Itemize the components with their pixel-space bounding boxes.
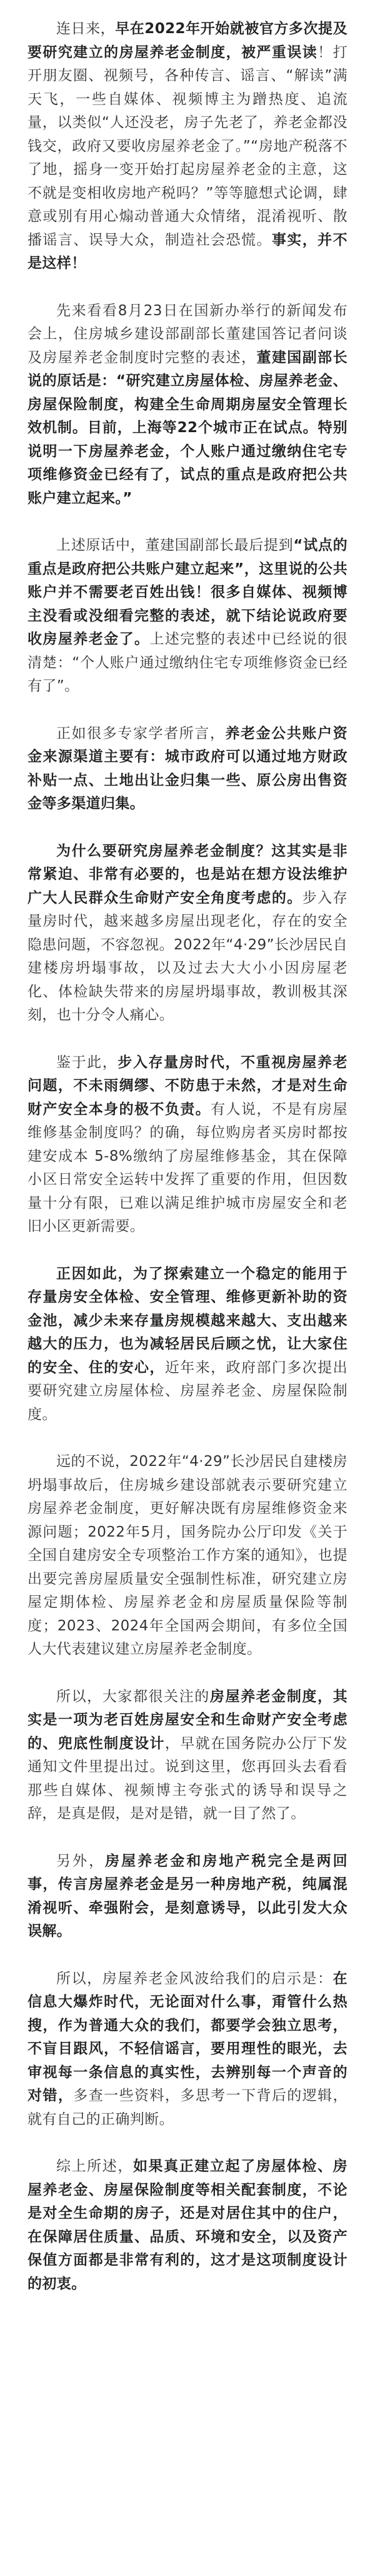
text-run: 上述原话中，董建国副部长最后提到 [56,537,294,553]
article-paragraph [28,1051,348,1239]
text-run: ！打开朋友圈、视频号，各种传言、谣言、“解读”满天飞，一些自媒体、视频博主为蹭热度、追流量，以类似“人还没老，房子先老了，养老金都没钱交，政府又要收房屋养老金了。”“房地产税落不了地，摇身一变开始打起房屋养老金的主意，这不就是变相收房地产税吗？”等等臆想式论调，肆意或别有用心煽动普通大众情绪，混淆视听、散播谣言、误导大众，制造社会恐慌。 [28,44,348,248]
text-run: 所以，房屋养老金风波给我们的启示是： [56,1970,333,1987]
text-run: 所以，大家都很关注的 [56,1688,210,1705]
text-run: 有人说，不是有房屋维修基金制度吗？的确，每位购房者买房时都按建安成本 5-8%缴纳了房屋维修基金，其在保障小区日常安全运转中发挥了重要的作用，但因数量十分有限，已难以满足维护城市房屋安全和老旧小区更新需要。 [28,1101,348,1235]
bold-text-run: 事实，并不是这样！ [28,231,348,271]
text-run: 先来看看8月23日在国新办举行的新闻发布会上，住房城乡建设部副部长董建国答记者问谈及房屋养老金制度时完整的表述， [28,302,348,366]
text-run: 鉴于此， [56,1054,118,1071]
article-paragraph [28,1967,348,2132]
text-run: 连日来， [56,21,116,37]
article-paragraph [28,18,348,276]
bold-text-run: 在信息大爆炸时代，无论面对什么事，甭管什么热搜，作为普通大众的我们，都要学会独立思考，不盲目跟风，不轻信谣言，要用理性的眼光，去审视每一条信息的真实性，去辨别每一个声音的对错， [28,1970,348,2104]
bold-text-run: 房屋养老金和房地产税完全是两回事，传言房屋养老金是另一种房地产税，纯属混淆视听、牵强附会，是刻意诱导，以此引发大众误解。 [28,1852,348,1939]
text-run: 步入存量房时代，越来越多房屋出现老化，存在的安全隐患问题，不容忽视。2022年“4·29”长沙居民自建楼房坍塌事故，以及过去大大小小因房屋老化、体检缺失带来的房屋坍塌事故，教训极其深刻，也十分令人痛心。 [28,889,348,1023]
article-paragraph [28,1850,348,1944]
text-run: 远的不说，2022年“4·29”长沙居民自建楼房坍塌事故后，住房城乡建设部就表示要研究建立房屋养老金制度，更好解决既有房屋维修资金来源问题；2022年5月，国务院办公厅印发《关于全国自建房安全专项整治工作方案的通知》，也提出要完善房屋质量安全强制性标准，研究建立房屋定期体检、房屋养老金和房屋质量保险等制度；2023、2024年全国两会期间，有多位全国人大代表建议建立房屋养老金制度。 [28,1453,348,1657]
text-run: 多查一些资料，多思考一下背后的逻辑，就有自己的正确判断。 [28,2088,348,2128]
bold-text-run: 如果真正建立起了房屋体检、房屋养老金、房屋保险制度等相关配套制度，不论是对全生命期的房子，还是对居住其中的住户，在保障居住质量、品质、环境和安全，以及资产保值方面都是非常有利的，这才是这项制度设计的初衷。 [28,2158,348,2292]
article-paragraph [28,840,348,1028]
text-run: 综上所述， [56,2158,133,2174]
bold-text-run: 步入存量房时代，不重视房屋养老问题，不未雨绸缪、不防患于未然，才是对生命财产安全本身的极不负责。 [28,1054,348,1118]
bold-text-run: 房屋养老金制度，其实是一项为老百姓房屋安全和生命财产安全考虑的、兜底性制度设计 [28,1688,348,1752]
bold-text-run: “试点的重点是政府把公共账户建立起来”，这里说的公共账户并不需要老百姓出钱！ [28,537,348,600]
bold-text-run: 早在2022年开始就被官方多次提及要研究建立的房屋养老金制度，被严重误读 [28,21,348,61]
bold-text-run: 养老金公共账户资金来源渠道主要有：城市政府可以通过地方财政补贴一点、土地出让金归集一些、原公房出售资金等多渠道归集。 [28,725,348,812]
article-paragraph [28,722,348,816]
article-paragraph [28,1450,348,1662]
bold-text-run: 为什么要研究房屋养老金制度？这其实是非常紧迫、非常有必要的，也是站在想方设法维护广大人民群众生命财产安全角度考虑的。 [28,842,348,906]
text-run: 近年来，政府部门多次提出要研究建立房屋体检、房屋养老金、房屋保险制度。 [28,1359,348,1423]
text-run: 上述完整的表述中已经说的很清楚：“个人账户通过缴纳住宅专项维修资金已经有了”。 [28,631,348,694]
article-paragraph [28,534,348,699]
bold-text-run: 正因如此，为了探索建立一个稳定的能用于存量房安全体检、安全管理、维修更新补助的资金池，减少未来存量房规模越来越大、支出越来越大的压力，也为减轻居民后顾之忧，让大家住的安全、住的安心， [28,1265,348,1376]
article-paragraph [28,1685,348,1826]
bold-text-run: 董建国副部长说的原话是：“研究建立房屋体检、房屋养老金、房屋保险制度，构建全生命周期房屋安全管理长效机制。目前，上海等22个城市正在试点。特别说明一下房屋养老金，个人账户通过缴纳住宅专项维修资金已经有了，试点的重点是政府把公共账户建立起来。” [28,349,348,507]
article-paragraph [28,300,348,511]
article-paragraph [28,2155,348,2296]
article-paragraph [28,1263,348,1427]
bold-text-run: 很多自媒体、视频博主没看或没细看完整的表述，就下结论说政府要收房屋养老金了。 [28,584,348,647]
text-run: 另外， [56,1852,106,1869]
text-run: 正如很多专家学者所言， [56,725,226,742]
text-run: ，早就在国务院办公厅下发通知文件里提出过。说到这里，您再回头去看看那些自媒体、视频博主夸张式的诱导和误导之辞，是真是假，是对是错，就一目了然了。 [28,1735,348,1822]
